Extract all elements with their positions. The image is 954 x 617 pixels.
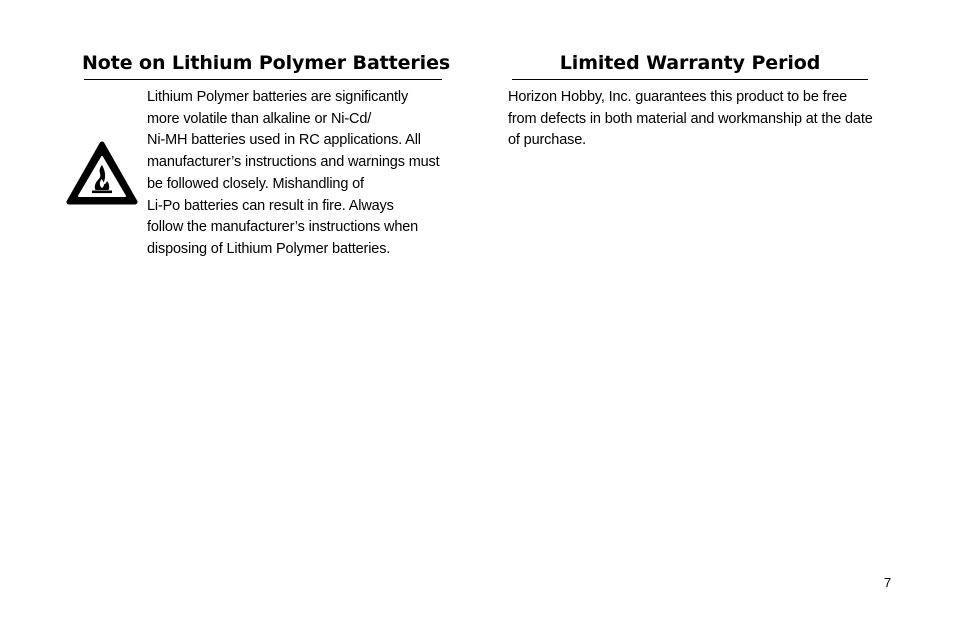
body-line: be followed closely. Mishandling of [147,175,364,192]
body-line: Horizon Hobby, Inc. guarantees this product to be free [508,89,848,105]
lipo-heading-rule [84,79,442,80]
fire-hazard-warning-icon [66,141,138,206]
body-line: more volatile than alkaline or Ni-Cd/ [147,110,372,127]
warranty-heading: Limited Warranty Period [559,52,821,74]
body-line: disposing of Lithium Polymer batteries. [147,240,391,257]
body-line: follow the manufacturer’s instructions when [147,219,419,236]
body-line: manufacturer’s instructions and warnings must [147,154,440,171]
page-number: 7 [884,575,892,590]
lipo-note-heading: Note on Lithium Polymer Batteries [82,52,451,74]
body-line: from defects in both material and workmanship at the date [508,110,873,127]
body-line: of purchase. [508,132,586,149]
warranty-body [508,87,873,152]
lipo-note-body [147,87,440,261]
body-line: Li-Po batteries can result in fire. Always [147,197,394,214]
body-line: Ni-MH batteries used in RC applications. All [147,132,421,149]
body-line: Lithium Polymer batteries are significantly [147,89,409,105]
warranty-heading-rule [512,79,868,80]
